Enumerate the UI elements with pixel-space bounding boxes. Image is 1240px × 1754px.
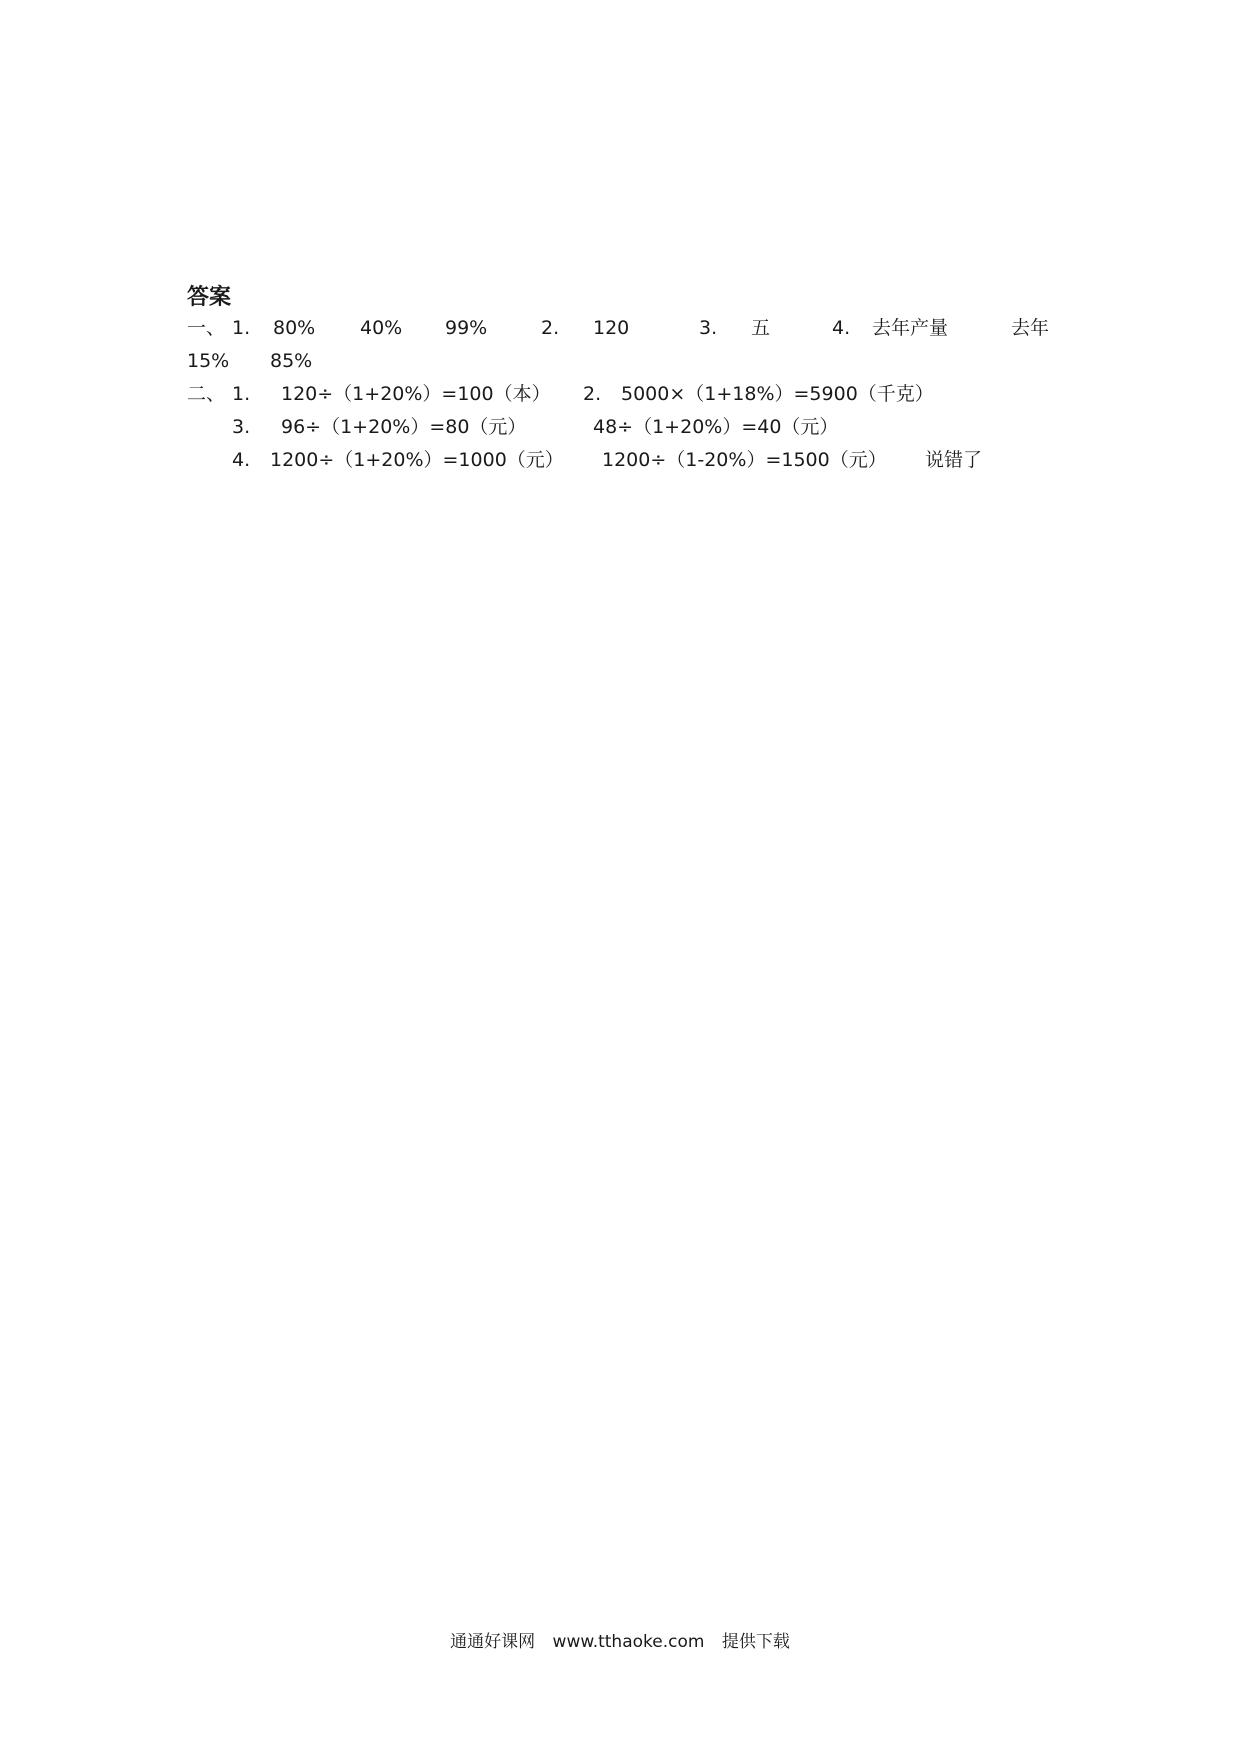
section2-q1-number: 1. — [232, 383, 251, 405]
section2-q2-answer: 5000×（1+18%）=5900（千克） — [621, 383, 934, 405]
section1-q3-answer: 五 — [751, 317, 771, 339]
footer-site-name: 通通好课网 — [450, 1632, 536, 1652]
section1-q4-answer-a: 去年产量 — [872, 317, 949, 339]
section1-q1-answer-b: 40% — [360, 317, 403, 339]
section2-q4-answer-b: 1200÷（1-20%）=1500（元） — [602, 449, 887, 471]
section2-marker: 二、 — [187, 383, 226, 405]
page-title: 答案 — [187, 285, 232, 310]
section1-line1 — [0, 313, 1240, 343]
section2-q1-answer: 120÷（1+20%）=100（本） — [281, 383, 551, 405]
section1-q2-answer: 120 — [593, 317, 630, 339]
section1-marker: 一、 — [187, 317, 226, 339]
section1-q3-number: 3. — [699, 317, 718, 339]
section1-q2-number: 2. — [541, 317, 560, 339]
section1-q4-answer-d: 85% — [270, 350, 313, 372]
section2-q3-answer-a: 96÷（1+20%）=80（元） — [281, 416, 527, 438]
section2-q4-answer-a: 1200÷（1+20%）=1000（元） — [270, 449, 564, 471]
section1-line2 — [0, 346, 1240, 376]
section2-q4-answer-c: 说错了 — [925, 449, 983, 471]
section2-q2-number: 2. — [583, 383, 602, 405]
section2-q3-number: 3. — [232, 416, 251, 438]
section1-q1-answer-a: 80% — [273, 317, 316, 339]
section1-q1-answer-c: 99% — [445, 317, 488, 339]
section1-q4-answer-b: 去年 — [1011, 317, 1050, 339]
section1-q4-number: 4. — [832, 317, 851, 339]
page-footer — [0, 1630, 1240, 1654]
section1-q4-answer-c: 15% — [187, 350, 230, 372]
section2-line2 — [0, 412, 1240, 442]
section2-q4-number: 4. — [232, 449, 251, 471]
section1-q1-number: 1. — [232, 317, 251, 339]
section2-line1 — [0, 379, 1240, 409]
footer-note: 提供下载 — [721, 1632, 790, 1652]
section2-q3-answer-b: 48÷（1+20%）=40（元） — [593, 416, 839, 438]
section2-line3 — [0, 445, 1240, 475]
footer-url[interactable]: www.tthaoke.com — [552, 1632, 705, 1652]
